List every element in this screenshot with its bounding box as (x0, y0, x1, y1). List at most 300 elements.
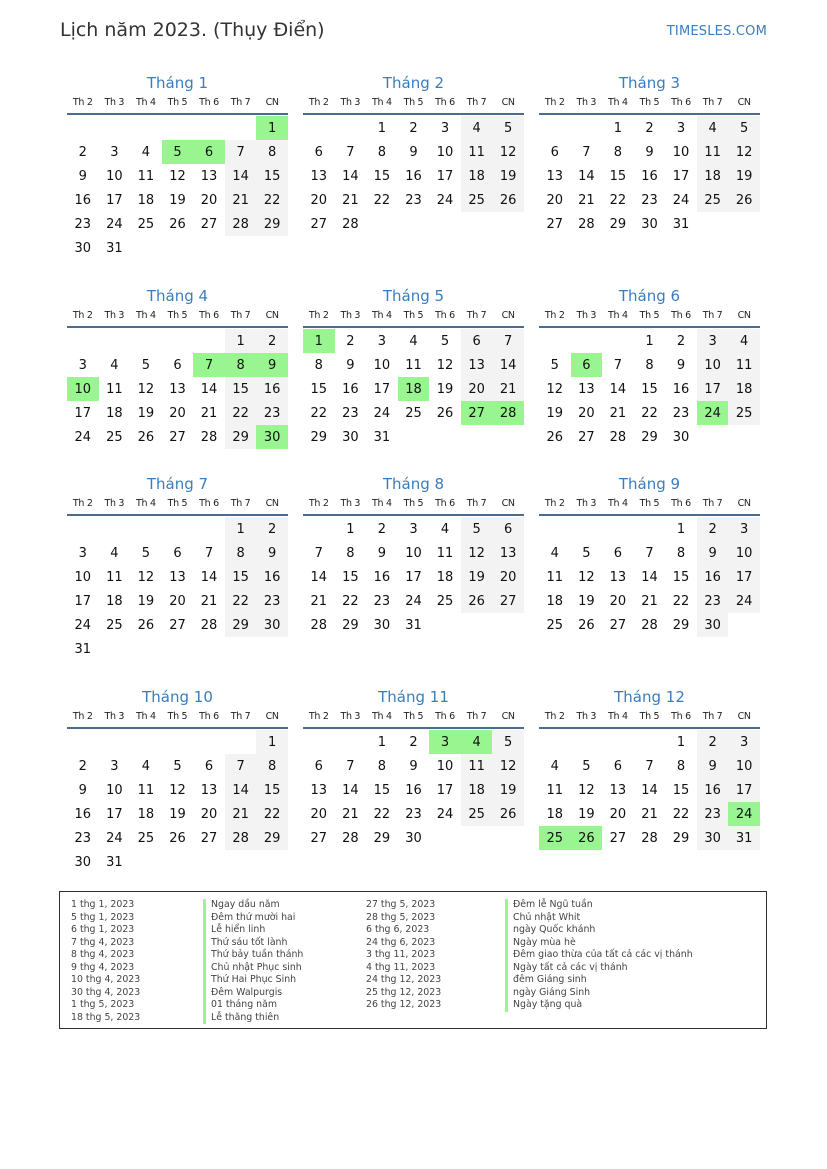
day-cell[interactable]: 12 (137, 381, 155, 397)
day-cell[interactable]: 25 (137, 830, 155, 846)
day-cell[interactable]: 27 (546, 216, 564, 232)
day-cell[interactable]: 20 (609, 806, 627, 822)
day-cell[interactable]: 20 (310, 806, 328, 822)
day-cell[interactable]: 28 (342, 830, 359, 846)
day-cell[interactable]: 12 (461, 541, 493, 565)
day-cell[interactable]: 11 (546, 782, 564, 798)
day-cell[interactable]: 11 (461, 754, 493, 778)
day-cell[interactable]: 7 (204, 545, 214, 561)
day-cell[interactable]: 20 (200, 192, 218, 208)
day-cell[interactable]: 28 (200, 617, 218, 633)
day-cell[interactable]: 21 (342, 192, 359, 208)
day-cell[interactable]: 14 (492, 353, 524, 377)
day-cell[interactable]: 18 (137, 192, 155, 208)
day-cell[interactable]: 5 (550, 357, 559, 373)
day-cell[interactable]: 16 (672, 381, 690, 397)
day-cell[interactable]: 19 (492, 164, 524, 188)
day-cell[interactable]: 8 (613, 144, 623, 160)
day-cell[interactable]: 17 (373, 381, 391, 397)
day-cell[interactable]: 30 (697, 826, 729, 850)
day-cell[interactable]: 5 (728, 116, 760, 140)
day-cell[interactable]: 23 (256, 589, 288, 613)
day-cell[interactable]: 31 (728, 826, 760, 850)
day-cell[interactable]: 22 (641, 405, 658, 421)
day-cell[interactable]: 9 (409, 758, 418, 774)
day-cell[interactable]: 4 (550, 545, 559, 561)
day-cell[interactable]: 17 (436, 782, 454, 798)
day-cell[interactable]: 4 (697, 116, 729, 140)
day-cell[interactable]: 5 (440, 333, 450, 349)
day-cell[interactable]: 20 (200, 806, 218, 822)
holiday-day[interactable]: 24 (697, 401, 729, 425)
day-cell[interactable]: 28 (578, 216, 595, 232)
day-cell[interactable]: 11 (137, 168, 155, 184)
day-cell[interactable]: 22 (672, 593, 690, 609)
day-cell[interactable]: 8 (377, 758, 387, 774)
day-cell[interactable]: 19 (137, 405, 155, 421)
day-cell[interactable]: 21 (492, 377, 524, 401)
day-cell[interactable]: 30 (641, 216, 658, 232)
day-cell[interactable]: 27 (169, 617, 186, 633)
day-cell[interactable]: 18 (137, 806, 155, 822)
day-cell[interactable]: 14 (641, 569, 658, 585)
day-cell[interactable]: 6 (492, 517, 524, 541)
day-cell[interactable]: 9 (645, 144, 654, 160)
day-cell[interactable]: 30 (373, 617, 391, 633)
day-cell[interactable]: 31 (106, 240, 123, 256)
day-cell[interactable]: 24 (436, 192, 454, 208)
day-cell[interactable]: 10 (405, 545, 422, 561)
day-cell[interactable]: 10 (728, 541, 760, 565)
day-cell[interactable]: 4 (728, 329, 760, 353)
day-cell[interactable]: 19 (169, 806, 186, 822)
day-cell[interactable]: 28 (225, 826, 257, 850)
day-cell[interactable]: 11 (436, 545, 454, 561)
day-cell[interactable]: 11 (697, 140, 729, 164)
day-cell[interactable]: 3 (409, 521, 418, 537)
day-cell[interactable]: 20 (169, 405, 186, 421)
day-cell[interactable]: 2 (697, 517, 729, 541)
day-cell[interactable]: 19 (492, 778, 524, 802)
day-cell[interactable]: 22 (256, 802, 288, 826)
day-cell[interactable]: 11 (137, 782, 155, 798)
day-cell[interactable]: 2 (377, 521, 387, 537)
day-cell[interactable]: 5 (141, 545, 151, 561)
day-cell[interactable]: 30 (256, 613, 288, 637)
day-cell[interactable]: 10 (697, 353, 729, 377)
day-cell[interactable]: 12 (728, 140, 760, 164)
day-cell[interactable]: 7 (582, 144, 591, 160)
day-cell[interactable]: 9 (78, 168, 87, 184)
day-cell[interactable]: 25 (546, 617, 564, 633)
day-cell[interactable]: 12 (137, 569, 155, 585)
day-cell[interactable]: 31 (405, 617, 422, 633)
day-cell[interactable]: 4 (141, 758, 151, 774)
day-cell[interactable]: 17 (74, 405, 92, 421)
day-cell[interactable]: 24 (728, 589, 760, 613)
day-cell[interactable]: 19 (436, 381, 454, 397)
day-cell[interactable]: 17 (405, 569, 422, 585)
day-cell[interactable]: 17 (106, 806, 123, 822)
day-cell[interactable]: 29 (310, 429, 328, 445)
day-cell[interactable]: 13 (200, 168, 218, 184)
day-cell[interactable]: 5 (492, 730, 524, 754)
day-cell[interactable]: 23 (405, 806, 422, 822)
day-cell[interactable]: 3 (78, 357, 87, 373)
holiday-day[interactable]: 10 (67, 377, 99, 401)
holiday-day[interactable]: 30 (256, 425, 288, 449)
day-cell[interactable]: 13 (609, 782, 627, 798)
day-cell[interactable]: 25 (106, 617, 123, 633)
day-cell[interactable]: 7 (645, 545, 654, 561)
day-cell[interactable]: 7 (225, 140, 257, 164)
day-cell[interactable]: 2 (409, 120, 418, 136)
day-cell[interactable]: 23 (74, 830, 92, 846)
holiday-day[interactable]: 1 (256, 116, 288, 140)
day-cell[interactable]: 1 (377, 734, 387, 750)
day-cell[interactable]: 30 (74, 854, 92, 870)
day-cell[interactable]: 20 (578, 405, 595, 421)
day-cell[interactable]: 6 (550, 144, 559, 160)
day-cell[interactable]: 19 (137, 593, 155, 609)
day-cell[interactable]: 12 (546, 381, 564, 397)
day-cell[interactable]: 24 (74, 429, 92, 445)
day-cell[interactable]: 27 (609, 617, 627, 633)
day-cell[interactable]: 21 (200, 405, 218, 421)
day-cell[interactable]: 12 (169, 782, 186, 798)
day-cell[interactable]: 22 (310, 405, 328, 421)
day-cell[interactable]: 19 (728, 164, 760, 188)
day-cell[interactable]: 12 (169, 168, 186, 184)
day-cell[interactable]: 29 (672, 830, 690, 846)
day-cell[interactable]: 27 (310, 216, 328, 232)
day-cell[interactable]: 13 (169, 569, 186, 585)
day-cell[interactable]: 30 (697, 613, 729, 637)
day-cell[interactable]: 24 (405, 593, 422, 609)
day-cell[interactable]: 8 (346, 545, 355, 561)
day-cell[interactable]: 22 (225, 589, 257, 613)
day-cell[interactable]: 7 (492, 329, 524, 353)
day-cell[interactable]: 21 (225, 188, 257, 212)
day-cell[interactable]: 23 (405, 192, 422, 208)
day-cell[interactable]: 22 (225, 401, 257, 425)
day-cell[interactable]: 15 (641, 381, 658, 397)
day-cell[interactable]: 23 (697, 589, 729, 613)
day-cell[interactable]: 21 (200, 593, 218, 609)
day-cell[interactable]: 16 (697, 565, 729, 589)
day-cell[interactable]: 7 (346, 144, 355, 160)
day-cell[interactable]: 27 (200, 830, 218, 846)
day-cell[interactable]: 18 (106, 405, 123, 421)
day-cell[interactable]: 8 (225, 541, 257, 565)
day-cell[interactable]: 9 (346, 357, 355, 373)
day-cell[interactable]: 2 (256, 517, 288, 541)
day-cell[interactable]: 13 (578, 381, 595, 397)
day-cell[interactable]: 18 (461, 778, 493, 802)
day-cell[interactable]: 31 (106, 854, 123, 870)
day-cell[interactable]: 14 (342, 168, 359, 184)
day-cell[interactable]: 15 (672, 569, 690, 585)
day-cell[interactable]: 17 (728, 778, 760, 802)
day-cell[interactable]: 6 (173, 545, 182, 561)
day-cell[interactable]: 10 (74, 569, 92, 585)
day-cell[interactable]: 10 (672, 144, 690, 160)
day-cell[interactable]: 26 (492, 188, 524, 212)
day-cell[interactable]: 21 (578, 192, 595, 208)
day-cell[interactable]: 16 (74, 806, 92, 822)
day-cell[interactable]: 29 (373, 830, 391, 846)
day-cell[interactable]: 6 (314, 758, 323, 774)
holiday-day[interactable]: 6 (193, 140, 225, 164)
day-cell[interactable]: 29 (225, 613, 257, 637)
day-cell[interactable]: 29 (225, 425, 257, 449)
day-cell[interactable]: 8 (314, 357, 323, 373)
day-cell[interactable]: 29 (256, 826, 288, 850)
day-cell[interactable]: 19 (461, 565, 493, 589)
day-cell[interactable]: 1 (613, 120, 623, 136)
day-cell[interactable]: 26 (728, 188, 760, 212)
day-cell[interactable]: 11 (405, 357, 422, 373)
day-cell[interactable]: 4 (110, 357, 119, 373)
day-cell[interactable]: 22 (609, 192, 627, 208)
day-cell[interactable]: 14 (200, 569, 218, 585)
day-cell[interactable]: 27 (310, 830, 328, 846)
day-cell[interactable]: 18 (546, 593, 564, 609)
day-cell[interactable]: 14 (578, 168, 595, 184)
day-cell[interactable]: 21 (310, 593, 328, 609)
day-cell[interactable]: 28 (641, 830, 658, 846)
holiday-day[interactable]: 18 (398, 377, 430, 401)
day-cell[interactable]: 16 (74, 192, 92, 208)
day-cell[interactable]: 13 (609, 569, 627, 585)
day-cell[interactable]: 16 (641, 168, 658, 184)
day-cell[interactable]: 26 (436, 405, 454, 421)
day-cell[interactable]: 9 (697, 754, 729, 778)
day-cell[interactable]: 1 (645, 333, 654, 349)
day-cell[interactable]: 30 (74, 240, 92, 256)
holiday-day[interactable]: 28 (492, 401, 524, 425)
day-cell[interactable]: 14 (641, 782, 658, 798)
day-cell[interactable]: 10 (436, 758, 454, 774)
day-cell[interactable]: 13 (169, 381, 186, 397)
day-cell[interactable]: 25 (461, 188, 493, 212)
day-cell[interactable]: 10 (436, 144, 454, 160)
day-cell[interactable]: 8 (256, 754, 288, 778)
day-cell[interactable]: 5 (461, 517, 493, 541)
day-cell[interactable]: 29 (342, 617, 359, 633)
day-cell[interactable]: 22 (342, 593, 359, 609)
day-cell[interactable]: 26 (137, 617, 155, 633)
day-cell[interactable]: 4 (409, 333, 418, 349)
day-cell[interactable]: 3 (728, 730, 760, 754)
day-cell[interactable]: 29 (641, 429, 658, 445)
day-cell[interactable]: 14 (310, 569, 328, 585)
day-cell[interactable]: 27 (578, 429, 595, 445)
day-cell[interactable]: 6 (613, 545, 623, 561)
day-cell[interactable]: 10 (728, 754, 760, 778)
day-cell[interactable]: 25 (106, 429, 123, 445)
day-cell[interactable]: 9 (256, 541, 288, 565)
day-cell[interactable]: 18 (697, 164, 729, 188)
day-cell[interactable]: 12 (492, 140, 524, 164)
day-cell[interactable]: 13 (546, 168, 564, 184)
day-cell[interactable]: 15 (225, 565, 257, 589)
day-cell[interactable]: 5 (492, 116, 524, 140)
day-cell[interactable]: 22 (256, 188, 288, 212)
day-cell[interactable]: 8 (676, 758, 686, 774)
day-cell[interactable]: 20 (169, 593, 186, 609)
day-cell[interactable]: 29 (256, 212, 288, 236)
day-cell[interactable]: 28 (609, 429, 627, 445)
day-cell[interactable]: 4 (141, 144, 151, 160)
holiday-day[interactable]: 4 (461, 730, 493, 754)
day-cell[interactable]: 18 (106, 593, 123, 609)
day-cell[interactable]: 15 (225, 377, 257, 401)
day-cell[interactable]: 21 (641, 593, 658, 609)
holiday-day[interactable]: 26 (571, 826, 603, 850)
day-cell[interactable]: 26 (578, 617, 595, 633)
day-cell[interactable]: 2 (409, 734, 418, 750)
day-cell[interactable]: 15 (373, 782, 391, 798)
day-cell[interactable]: 25 (436, 593, 454, 609)
day-cell[interactable]: 30 (672, 429, 690, 445)
day-cell[interactable]: 7 (613, 357, 623, 373)
day-cell[interactable]: 31 (74, 641, 92, 657)
holiday-day[interactable]: 24 (728, 802, 760, 826)
day-cell[interactable]: 21 (609, 405, 627, 421)
day-cell[interactable]: 24 (106, 830, 123, 846)
day-cell[interactable]: 12 (578, 569, 595, 585)
day-cell[interactable]: 27 (609, 830, 627, 846)
day-cell[interactable]: 27 (200, 216, 218, 232)
day-cell[interactable]: 16 (405, 168, 422, 184)
day-cell[interactable]: 2 (78, 144, 87, 160)
day-cell[interactable]: 23 (697, 802, 729, 826)
day-cell[interactable]: 15 (256, 778, 288, 802)
day-cell[interactable]: 28 (641, 617, 658, 633)
day-cell[interactable]: 17 (697, 377, 729, 401)
day-cell[interactable]: 26 (169, 830, 186, 846)
day-cell[interactable]: 24 (436, 806, 454, 822)
day-cell[interactable]: 1 (225, 329, 257, 353)
day-cell[interactable]: 5 (582, 545, 591, 561)
day-cell[interactable]: 1 (225, 517, 257, 541)
holiday-day[interactable]: 5 (162, 140, 194, 164)
day-cell[interactable]: 2 (697, 730, 729, 754)
day-cell[interactable]: 11 (728, 353, 760, 377)
day-cell[interactable]: 1 (377, 120, 387, 136)
day-cell[interactable]: 1 (346, 521, 355, 537)
day-cell[interactable]: 13 (310, 168, 328, 184)
holiday-day[interactable]: 8 (225, 353, 257, 377)
day-cell[interactable]: 8 (645, 357, 654, 373)
day-cell[interactable]: 21 (641, 806, 658, 822)
day-cell[interactable]: 1 (676, 521, 686, 537)
day-cell[interactable]: 21 (342, 806, 359, 822)
day-cell[interactable]: 30 (342, 429, 359, 445)
day-cell[interactable]: 13 (492, 541, 524, 565)
day-cell[interactable]: 19 (578, 593, 595, 609)
day-cell[interactable]: 15 (373, 168, 391, 184)
day-cell[interactable]: 14 (609, 381, 627, 397)
day-cell[interactable]: 7 (225, 754, 257, 778)
day-cell[interactable]: 18 (461, 164, 493, 188)
day-cell[interactable]: 3 (728, 517, 760, 541)
day-cell[interactable]: 25 (405, 405, 422, 421)
day-cell[interactable]: 1 (256, 730, 288, 754)
day-cell[interactable]: 7 (346, 758, 355, 774)
holiday-day[interactable]: 27 (461, 401, 493, 425)
day-cell[interactable]: 13 (461, 353, 493, 377)
day-cell[interactable]: 5 (173, 758, 182, 774)
day-cell[interactable]: 10 (373, 357, 391, 373)
day-cell[interactable]: 16 (342, 381, 359, 397)
day-cell[interactable]: 20 (609, 593, 627, 609)
day-cell[interactable]: 31 (373, 429, 391, 445)
day-cell[interactable]: 20 (461, 377, 493, 401)
day-cell[interactable]: 17 (728, 565, 760, 589)
day-cell[interactable]: 22 (672, 806, 690, 822)
day-cell[interactable]: 15 (672, 782, 690, 798)
day-cell[interactable]: 17 (106, 192, 123, 208)
day-cell[interactable]: 2 (78, 758, 87, 774)
day-cell[interactable]: 2 (645, 120, 654, 136)
day-cell[interactable]: 9 (676, 357, 686, 373)
day-cell[interactable]: 19 (578, 806, 595, 822)
day-cell[interactable]: 28 (200, 429, 218, 445)
day-cell[interactable]: 5 (141, 357, 151, 373)
day-cell[interactable]: 11 (461, 140, 493, 164)
holiday-day[interactable]: 9 (256, 353, 288, 377)
holiday-day[interactable]: 1 (303, 329, 335, 353)
day-cell[interactable]: 6 (173, 357, 182, 373)
day-cell[interactable]: 16 (256, 377, 288, 401)
day-cell[interactable]: 2 (256, 329, 288, 353)
day-cell[interactable]: 10 (106, 168, 123, 184)
day-cell[interactable]: 3 (440, 120, 450, 136)
day-cell[interactable]: 17 (672, 168, 690, 184)
day-cell[interactable]: 22 (373, 806, 391, 822)
day-cell[interactable]: 18 (546, 806, 564, 822)
day-cell[interactable]: 27 (492, 589, 524, 613)
day-cell[interactable]: 24 (672, 192, 690, 208)
day-cell[interactable]: 17 (436, 168, 454, 184)
day-cell[interactable]: 6 (314, 144, 323, 160)
day-cell[interactable]: 25 (728, 401, 760, 425)
day-cell[interactable]: 15 (310, 381, 328, 397)
day-cell[interactable]: 9 (377, 545, 387, 561)
holiday-day[interactable]: 25 (539, 826, 571, 850)
day-cell[interactable]: 28 (310, 617, 328, 633)
day-cell[interactable]: 1 (676, 734, 686, 750)
day-cell[interactable]: 11 (106, 569, 123, 585)
day-cell[interactable]: 16 (405, 782, 422, 798)
day-cell[interactable]: 23 (672, 405, 690, 421)
day-cell[interactable]: 9 (697, 541, 729, 565)
day-cell[interactable]: 3 (78, 545, 87, 561)
day-cell[interactable]: 23 (256, 401, 288, 425)
day-cell[interactable]: 15 (256, 164, 288, 188)
day-cell[interactable]: 29 (672, 617, 690, 633)
day-cell[interactable]: 7 (645, 758, 654, 774)
day-cell[interactable]: 23 (373, 593, 391, 609)
day-cell[interactable]: 15 (342, 569, 359, 585)
day-cell[interactable]: 25 (137, 216, 155, 232)
day-cell[interactable]: 26 (137, 429, 155, 445)
day-cell[interactable]: 22 (373, 192, 391, 208)
day-cell[interactable]: 14 (200, 381, 218, 397)
day-cell[interactable]: 2 (346, 333, 355, 349)
